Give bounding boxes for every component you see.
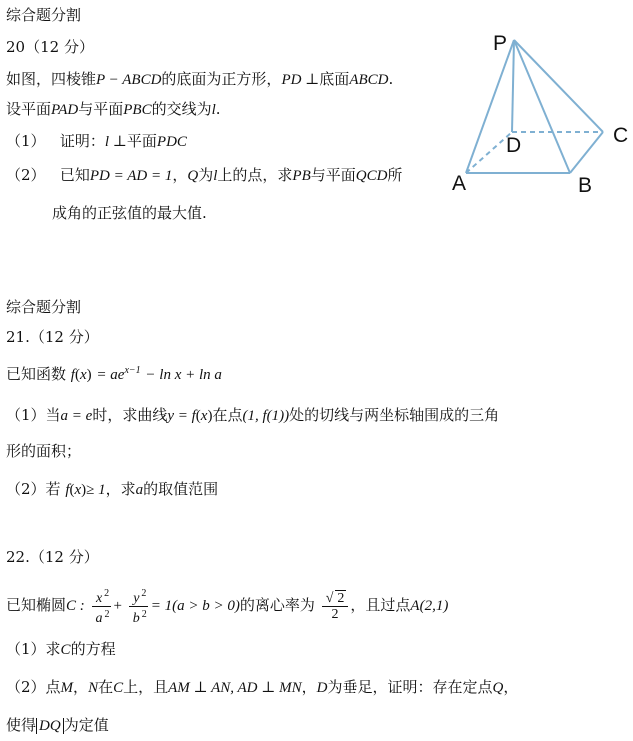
math: PAD [51,102,79,118]
math: ) [207,408,213,424]
text: ， [301,678,317,696]
math: PDC [156,134,187,150]
text: 已知椭圆 [6,596,67,615]
math: C [60,642,71,658]
question-21-part-1 [6,404,499,427]
text: 平面 [126,132,157,150]
exponent: 2 [104,588,110,599]
math: PD = AD = 1 [89,168,173,184]
text: 的取值范围 [143,480,219,498]
vertex-label-b: B [578,174,593,197]
text: 底面 [319,70,350,88]
question-20-part-2-line2: 成角的正弦值的最大值. [52,204,207,222]
math: a [95,611,103,627]
vertex-label-a: A [452,172,467,195]
math: − ln x + ln a [145,367,222,383]
math: D [316,680,328,696]
text: 为定值 [63,716,109,734]
math: DQ [36,718,64,734]
text: ， [73,678,89,696]
section-divider-label: 综合题分割 [6,6,82,24]
question-21-header: 21.（12 分） [6,328,99,346]
text: . [388,70,394,88]
fraction-y2-b2 [129,586,149,626]
edge-pc [514,40,603,132]
math: l [213,168,218,184]
vertex-label-p: P [493,32,508,55]
math: y [133,590,140,606]
math: l ⊥ [104,134,127,150]
math: ( [195,408,201,424]
math: ( [69,482,75,498]
text: 处的切线与两坐标轴围成的三角 [289,406,500,424]
text: 在点 [212,406,243,424]
text: 为垂足，证明：存在定点 [327,678,493,696]
exponent: 2 [104,608,110,620]
math: x [74,482,82,498]
question-20-part-1 [6,130,187,153]
math: 2 [337,591,345,607]
exponent: x−1 [124,365,141,376]
text: 上的点，求 [217,166,293,184]
math: M [60,680,74,696]
question-22-part-2 [6,676,518,699]
math: x [95,590,103,606]
math: PB [292,168,311,184]
question-21-part-1-line2: 形的面积； [6,442,82,460]
math: C : [66,598,85,615]
text: 在 [98,678,114,696]
text: 的方程 [70,640,116,658]
text: . [215,100,221,118]
math: ABCD [349,72,389,88]
math: Q [492,680,504,696]
vertex-label-d: D [506,134,522,157]
pyramid-figure [440,28,630,198]
fraction-eccentricity: $\frac{√ 2}{2}$ [322,590,349,622]
question-21-part-2 [6,478,218,501]
text: ，求 [105,480,136,498]
math: + [113,598,123,615]
math: x [200,408,208,424]
math: b [132,611,140,627]
math: a = e [60,408,93,424]
text: （2）若 [6,480,61,498]
pyramid-edges [466,40,603,173]
text: ， [503,678,519,696]
question-20-header: 20（12 分） [6,38,94,56]
text: 与平面 [78,100,124,118]
question-21-given [6,360,222,386]
edge-bc [570,132,603,173]
math: ( [74,367,80,383]
question-22-header: 22.（12 分） [6,548,99,566]
section-divider-label: 综合题分割 [6,298,82,316]
edge-pd [512,40,514,132]
text: 与平面 [310,166,356,184]
question-20-part-2 [6,164,402,187]
math: (1, f(1)) [242,408,290,424]
edge-pb [514,40,570,173]
math: f [70,367,75,383]
math: x [79,367,87,383]
math: ) [86,367,92,383]
question-22-given [6,586,448,626]
text: ， [172,166,188,184]
text: 的交线为 [151,100,212,118]
math: 2 [331,607,339,623]
text: 使得 [6,716,37,734]
text: ，且过点 [350,596,411,615]
text: 上，且 [123,678,169,696]
question-22-part-2-line2 [6,714,109,737]
text: 如图，四棱锥 [6,70,97,88]
text: 的底面为正方形， [161,70,282,88]
exponent: 2 [141,588,147,599]
question-20-stem-line1 [6,68,393,91]
math: C [113,680,124,696]
text: 已知 [59,166,90,184]
text: （1）当 [6,406,61,424]
math: a [135,482,144,498]
math: ≥ 1 [86,482,106,498]
part-number: （2） [6,166,46,184]
math: = ae [96,367,125,383]
math: PBC [123,102,152,118]
math: A(2,1) [410,598,449,615]
math: y = f [167,408,196,424]
text: 为 [198,166,214,184]
question-22-part-1 [6,638,116,661]
text: 所 [387,166,403,184]
text: 已知函数 [6,365,67,383]
math: AM ⊥ AN, AD ⊥ MN [168,680,302,696]
math: l [211,102,216,118]
text: 设平面 [6,100,52,118]
text: 证明： [59,132,105,150]
math: ) [81,482,87,498]
math: N [88,680,99,696]
exponent: 2 [141,608,147,620]
math: Q [187,168,199,184]
vertex-label-c: C [613,124,629,147]
math: P − ABCD [96,72,162,88]
text: （1）求 [6,640,61,658]
part-number: （1） [6,132,46,150]
math: f [65,482,70,498]
text: 时，求曲线 [92,406,168,424]
fraction-x2-a2 [92,586,112,626]
math: = 1(a > b > 0) [150,598,240,615]
text: （2）点 [6,678,61,696]
question-20-stem-line2 [6,98,221,121]
math: PD ⊥ [281,72,320,88]
math: QCD [355,168,388,184]
text: 的离心率为 [239,596,315,615]
